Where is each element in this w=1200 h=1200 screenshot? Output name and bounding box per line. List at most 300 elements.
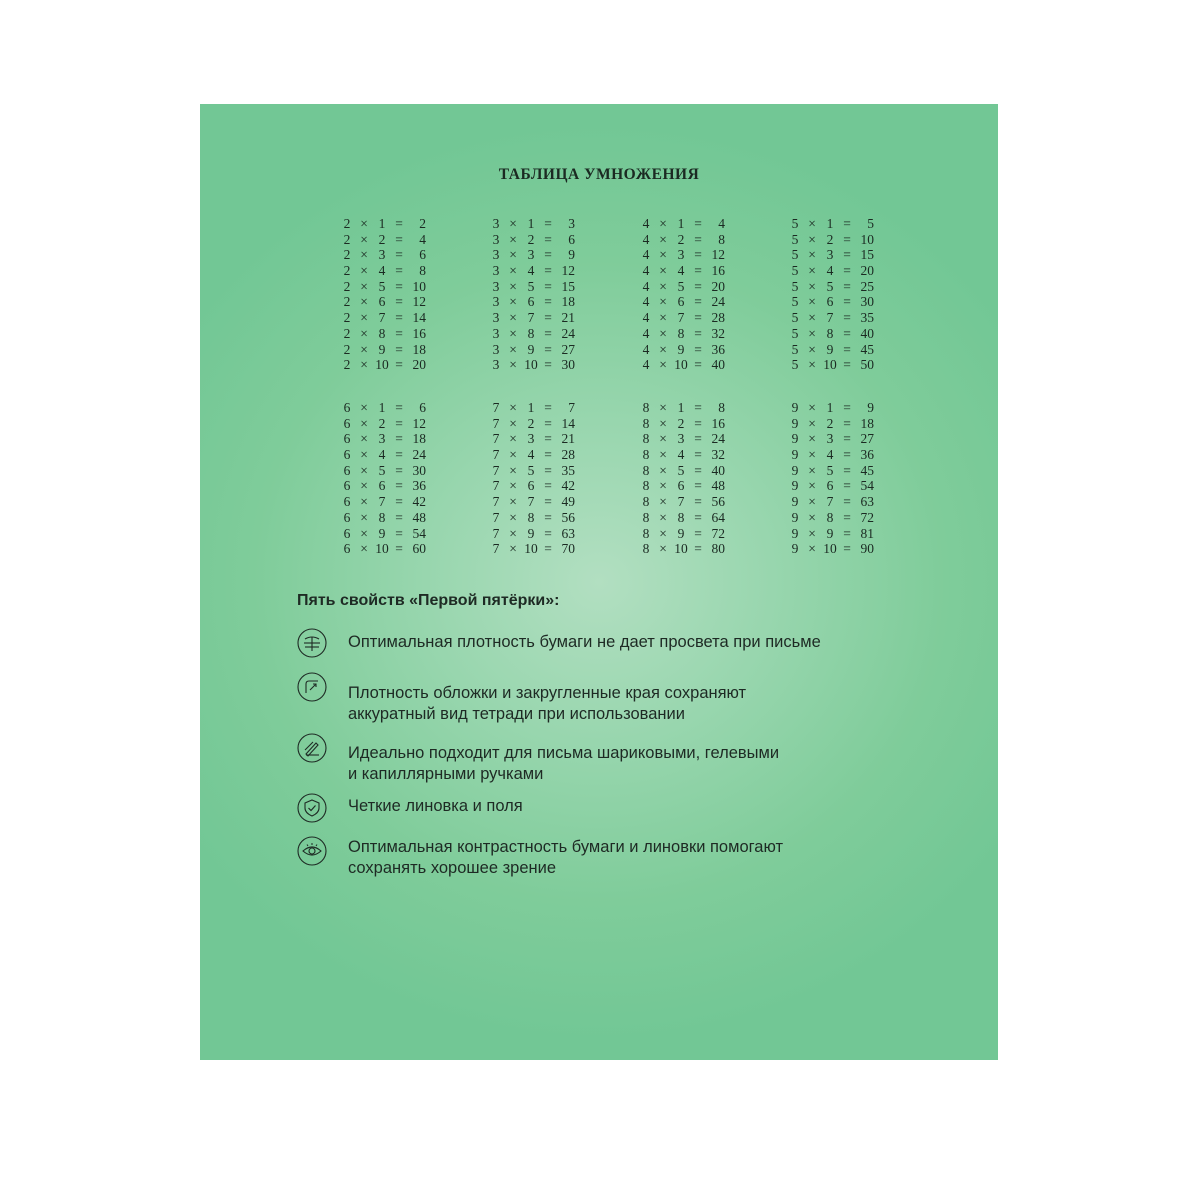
factor-b: 1 — [826, 400, 834, 415]
product: 24 — [561, 325, 575, 341]
equals-sign: = — [843, 509, 851, 525]
product: 18 — [561, 294, 575, 310]
factor-a: 6 — [343, 478, 351, 494]
factor-a: 9 — [791, 525, 799, 541]
factor-b: 8 — [527, 325, 535, 341]
times-sign: × — [360, 431, 368, 447]
factor-a: 4 — [642, 263, 650, 279]
factor-a: 5 — [791, 294, 799, 310]
factor-b: 1 — [378, 400, 386, 415]
equals-sign: = — [694, 325, 702, 341]
product: 63 — [860, 494, 874, 510]
times-sign: × — [659, 325, 667, 341]
property-line: Оптимальная контрастность бумаги и линовки помогают — [348, 838, 784, 856]
times-sign: × — [360, 400, 368, 415]
equals-sign: = — [694, 415, 702, 431]
factor-a: 4 — [642, 231, 650, 247]
factor-a: 2 — [343, 294, 351, 310]
product: 25 — [860, 278, 874, 294]
equals-sign: = — [395, 357, 403, 373]
factor-b: 7 — [527, 494, 535, 510]
times-sign: × — [360, 525, 368, 541]
times-sign: × — [659, 278, 667, 294]
factor-b: 2 — [378, 231, 386, 247]
equals-sign: = — [843, 541, 851, 557]
times-sign: × — [808, 247, 816, 263]
factor-b: 6 — [677, 478, 685, 494]
times-sign: × — [659, 431, 667, 447]
pens-icon — [297, 733, 327, 763]
times-sign: × — [659, 263, 667, 279]
factor-b: 6 — [378, 294, 386, 310]
factor-a: 3 — [492, 310, 500, 326]
factor-a: 9 — [791, 494, 799, 510]
times-sign: × — [360, 357, 368, 373]
product: 4 — [718, 216, 725, 231]
property-line: аккуратный вид тетради при использовании — [348, 705, 685, 723]
equals-sign: = — [544, 357, 552, 373]
times-sign: × — [360, 231, 368, 247]
equals-sign: = — [694, 357, 702, 373]
times-sign: × — [509, 247, 517, 263]
times-sign: × — [808, 541, 816, 557]
times-sign: × — [659, 494, 667, 510]
factor-a: 3 — [492, 357, 500, 373]
product: 6 — [419, 247, 426, 263]
factor-b: 10 — [674, 541, 688, 557]
factor-b: 8 — [677, 325, 685, 341]
factor-b: 6 — [826, 478, 834, 494]
factor-b: 8 — [677, 509, 685, 525]
times-sign: × — [509, 447, 517, 463]
product: 12 — [412, 294, 426, 310]
shield-check-icon — [297, 793, 327, 823]
factor-a: 9 — [791, 478, 799, 494]
product: 80 — [711, 541, 725, 557]
page-title: ТАБЛИЦА УМНОЖЕНИЯ — [498, 166, 700, 183]
factor-a: 9 — [791, 431, 799, 447]
property-line: Плотность обложки и закругленные края сохраняют — [348, 684, 747, 702]
product: 81 — [860, 525, 874, 541]
times-sign: × — [360, 341, 368, 357]
factor-a: 3 — [492, 216, 500, 231]
times-sign: × — [360, 447, 368, 463]
product: 36 — [412, 478, 426, 494]
factor-b: 4 — [527, 447, 535, 463]
factor-b: 7 — [527, 310, 535, 326]
equals-sign: = — [694, 263, 702, 279]
factor-b: 6 — [826, 294, 834, 310]
product: 28 — [711, 310, 725, 326]
times-sign: × — [360, 509, 368, 525]
times-sign: × — [659, 415, 667, 431]
factor-a: 2 — [343, 216, 351, 231]
factor-b: 5 — [378, 278, 386, 294]
product: 20 — [711, 278, 725, 294]
factor-b: 2 — [677, 415, 685, 431]
equals-sign: = — [395, 447, 403, 463]
equals-sign: = — [694, 447, 702, 463]
equals-sign: = — [843, 525, 851, 541]
factor-a: 2 — [343, 341, 351, 357]
product: 40 — [860, 325, 874, 341]
product: 21 — [561, 431, 575, 447]
product: 16 — [711, 263, 725, 279]
equals-sign: = — [544, 294, 552, 310]
times-sign: × — [808, 231, 816, 247]
product: 28 — [561, 447, 575, 463]
factor-b: 5 — [677, 462, 685, 478]
equals-sign: = — [694, 310, 702, 326]
product: 40 — [711, 462, 725, 478]
product: 5 — [867, 216, 874, 231]
factor-a: 8 — [642, 541, 650, 557]
equals-sign: = — [395, 294, 403, 310]
factor-b: 4 — [677, 447, 685, 463]
equals-sign: = — [694, 294, 702, 310]
factor-b: 4 — [378, 447, 386, 463]
times-sign: × — [509, 341, 517, 357]
factor-a: 8 — [642, 447, 650, 463]
equals-sign: = — [694, 478, 702, 494]
properties-heading: Пять свойств «Первой пятёрки»: — [297, 592, 560, 609]
times-sign: × — [659, 541, 667, 557]
equals-sign: = — [843, 216, 851, 231]
factor-b: 1 — [677, 400, 685, 415]
factor-b: 5 — [378, 462, 386, 478]
factor-a: 5 — [791, 278, 799, 294]
factor-b: 4 — [677, 263, 685, 279]
equals-sign: = — [694, 462, 702, 478]
equals-sign: = — [843, 494, 851, 510]
times-sign: × — [509, 494, 517, 510]
factor-b: 5 — [677, 278, 685, 294]
product: 60 — [412, 541, 426, 557]
equals-sign: = — [694, 509, 702, 525]
product: 36 — [711, 341, 725, 357]
equals-sign: = — [544, 431, 552, 447]
equals-sign: = — [694, 216, 702, 231]
product: 49 — [561, 494, 575, 510]
equals-sign: = — [694, 525, 702, 541]
equals-sign: = — [694, 341, 702, 357]
times-sign: × — [659, 216, 667, 231]
factor-b: 8 — [826, 509, 834, 525]
times-sign: × — [808, 278, 816, 294]
factor-a: 4 — [642, 294, 650, 310]
product: 48 — [412, 509, 426, 525]
product: 35 — [860, 310, 874, 326]
product: 12 — [412, 415, 426, 431]
times-sign: × — [360, 462, 368, 478]
factor-b: 9 — [826, 341, 834, 357]
equals-sign: = — [843, 400, 851, 415]
factor-a: 7 — [492, 431, 500, 447]
times-sign: × — [808, 478, 816, 494]
factor-a: 7 — [492, 400, 500, 415]
product: 20 — [860, 263, 874, 279]
factor-a: 7 — [492, 447, 500, 463]
times-sign: × — [509, 400, 517, 415]
factor-b: 7 — [826, 310, 834, 326]
factor-b: 10 — [524, 357, 538, 373]
times-sign: × — [659, 400, 667, 415]
factor-a: 7 — [492, 494, 500, 510]
paper-density-icon — [297, 628, 327, 658]
factor-b: 10 — [375, 357, 389, 373]
equals-sign: = — [843, 310, 851, 326]
times-sign: × — [509, 294, 517, 310]
product: 24 — [412, 447, 426, 463]
equals-sign: = — [395, 278, 403, 294]
factor-b: 10 — [674, 357, 688, 373]
product: 16 — [711, 415, 725, 431]
equals-sign: = — [843, 231, 851, 247]
factor-b: 1 — [677, 216, 685, 231]
factor-b: 1 — [527, 216, 535, 231]
factor-b: 8 — [378, 509, 386, 525]
product: 50 — [860, 357, 874, 373]
equals-sign: = — [395, 494, 403, 510]
factor-a: 2 — [343, 247, 351, 263]
equals-sign: = — [395, 247, 403, 263]
times-sign: × — [808, 341, 816, 357]
factor-a: 5 — [791, 216, 799, 231]
factor-b: 1 — [378, 216, 386, 231]
factor-a: 4 — [642, 278, 650, 294]
factor-b: 4 — [378, 263, 386, 279]
product: 30 — [860, 294, 874, 310]
factor-b: 4 — [826, 447, 834, 463]
times-sign: × — [659, 247, 667, 263]
factor-a: 6 — [343, 462, 351, 478]
factor-a: 5 — [791, 263, 799, 279]
equals-sign: = — [544, 541, 552, 557]
product: 90 — [860, 541, 874, 557]
times-sign: × — [659, 357, 667, 373]
times-sign: × — [509, 525, 517, 541]
factor-b: 8 — [527, 509, 535, 525]
times-sign: × — [808, 462, 816, 478]
times-sign: × — [659, 478, 667, 494]
equals-sign: = — [395, 400, 403, 415]
factor-a: 3 — [492, 325, 500, 341]
property-line: Четкие линовка и поля — [348, 797, 523, 815]
product: 72 — [711, 525, 725, 541]
times-sign: × — [360, 247, 368, 263]
times-sign: × — [659, 525, 667, 541]
factor-a: 6 — [343, 494, 351, 510]
property-line: Идеально подходит для письма шариковыми, гелевыми — [348, 744, 780, 762]
times-sign: × — [659, 310, 667, 326]
equals-sign: = — [544, 400, 552, 415]
property-text — [348, 837, 948, 879]
factor-a: 5 — [791, 231, 799, 247]
factor-b: 7 — [826, 494, 834, 510]
product: 24 — [711, 294, 725, 310]
factor-a: 6 — [343, 431, 351, 447]
property-text — [348, 632, 948, 653]
factor-b: 6 — [378, 478, 386, 494]
property-line: Оптимальная плотность бумаги не дает просвета при письме — [348, 633, 821, 651]
times-sign: × — [808, 357, 816, 373]
factor-b: 3 — [826, 247, 834, 263]
product: 7 — [568, 400, 575, 415]
factor-a: 6 — [343, 509, 351, 525]
product: 30 — [412, 462, 426, 478]
times-sign: × — [360, 541, 368, 557]
product: 72 — [860, 509, 874, 525]
factor-a: 7 — [492, 541, 500, 557]
equals-sign: = — [395, 325, 403, 341]
equals-sign: = — [843, 247, 851, 263]
product: 56 — [711, 494, 725, 510]
factor-b: 9 — [677, 341, 685, 357]
factor-a: 2 — [343, 310, 351, 326]
times-sign: × — [808, 415, 816, 431]
product: 15 — [860, 247, 874, 263]
factor-a: 8 — [642, 431, 650, 447]
product: 24 — [711, 431, 725, 447]
times-sign: × — [360, 478, 368, 494]
product: 4 — [419, 231, 426, 247]
factor-b: 3 — [677, 247, 685, 263]
factor-a: 2 — [343, 231, 351, 247]
product: 30 — [561, 357, 575, 373]
equals-sign: = — [843, 341, 851, 357]
times-sign: × — [659, 341, 667, 357]
times-sign: × — [360, 294, 368, 310]
equals-sign: = — [544, 525, 552, 541]
times-sign: × — [509, 263, 517, 279]
eye-icon — [297, 836, 327, 866]
product: 2 — [419, 216, 426, 231]
product: 3 — [568, 216, 575, 231]
property-line: и капиллярными ручками — [348, 765, 544, 783]
factor-b: 7 — [677, 494, 685, 510]
times-sign: × — [360, 494, 368, 510]
times-sign: × — [808, 525, 816, 541]
equals-sign: = — [395, 216, 403, 231]
equals-sign: = — [544, 509, 552, 525]
factor-a: 2 — [343, 325, 351, 341]
factor-b: 5 — [527, 278, 535, 294]
factor-b: 4 — [527, 263, 535, 279]
factor-a: 6 — [343, 525, 351, 541]
product: 56 — [561, 509, 575, 525]
property-text — [348, 743, 948, 785]
times-sign: × — [360, 263, 368, 279]
factor-a: 8 — [642, 509, 650, 525]
product: 16 — [412, 325, 426, 341]
notebook-back-cover — [200, 104, 998, 1060]
equals-sign: = — [544, 310, 552, 326]
product: 42 — [412, 494, 426, 510]
factor-a: 4 — [642, 216, 650, 231]
times-sign: × — [808, 447, 816, 463]
times-sign: × — [509, 231, 517, 247]
factor-a: 6 — [343, 415, 351, 431]
factor-b: 9 — [527, 525, 535, 541]
factor-b: 5 — [826, 278, 834, 294]
equals-sign: = — [694, 431, 702, 447]
factor-b: 9 — [378, 525, 386, 541]
times-sign: × — [659, 509, 667, 525]
product: 32 — [711, 447, 725, 463]
equals-sign: = — [843, 325, 851, 341]
times-sign: × — [509, 415, 517, 431]
equals-sign: = — [843, 462, 851, 478]
factor-a: 4 — [642, 310, 650, 326]
equals-sign: = — [395, 415, 403, 431]
factor-a: 4 — [642, 247, 650, 263]
factor-a: 2 — [343, 278, 351, 294]
times-sign: × — [659, 231, 667, 247]
factor-a: 4 — [642, 357, 650, 373]
product: 10 — [412, 278, 426, 294]
factor-a: 2 — [343, 357, 351, 373]
product: 6 — [419, 400, 426, 415]
factor-b: 1 — [826, 216, 834, 231]
factor-b: 8 — [378, 325, 386, 341]
product: 21 — [561, 310, 575, 326]
equals-sign: = — [544, 231, 552, 247]
times-sign: × — [808, 325, 816, 341]
equals-sign: = — [843, 357, 851, 373]
factor-a: 8 — [642, 462, 650, 478]
product: 54 — [860, 478, 874, 494]
factor-b: 10 — [524, 541, 538, 557]
factor-a: 7 — [492, 478, 500, 494]
factor-a: 9 — [791, 400, 799, 415]
product: 8 — [718, 400, 725, 415]
factor-b: 7 — [378, 494, 386, 510]
product: 63 — [561, 525, 575, 541]
factor-a: 7 — [492, 462, 500, 478]
factor-a: 4 — [642, 341, 650, 357]
factor-a: 9 — [791, 541, 799, 557]
factor-a: 2 — [343, 263, 351, 279]
times-sign: × — [808, 494, 816, 510]
equals-sign: = — [843, 415, 851, 431]
factor-b: 3 — [378, 431, 386, 447]
factor-b: 9 — [527, 341, 535, 357]
equals-sign: = — [544, 278, 552, 294]
factor-a: 8 — [642, 478, 650, 494]
product: 10 — [860, 231, 874, 247]
equals-sign: = — [694, 400, 702, 415]
factor-a: 3 — [492, 231, 500, 247]
factor-b: 10 — [823, 357, 837, 373]
product: 12 — [561, 263, 575, 279]
factor-a: 9 — [791, 447, 799, 463]
factor-a: 3 — [492, 294, 500, 310]
factor-a: 7 — [492, 525, 500, 541]
factor-b: 2 — [527, 231, 535, 247]
equals-sign: = — [395, 525, 403, 541]
equals-sign: = — [544, 325, 552, 341]
equals-sign: = — [843, 478, 851, 494]
product: 18 — [860, 415, 874, 431]
product: 27 — [860, 431, 874, 447]
times-sign: × — [808, 216, 816, 231]
times-sign: × — [360, 325, 368, 341]
equals-sign: = — [395, 341, 403, 357]
product: 32 — [711, 325, 725, 341]
times-sign: × — [509, 541, 517, 557]
factor-a: 5 — [791, 341, 799, 357]
factor-b: 3 — [527, 247, 535, 263]
